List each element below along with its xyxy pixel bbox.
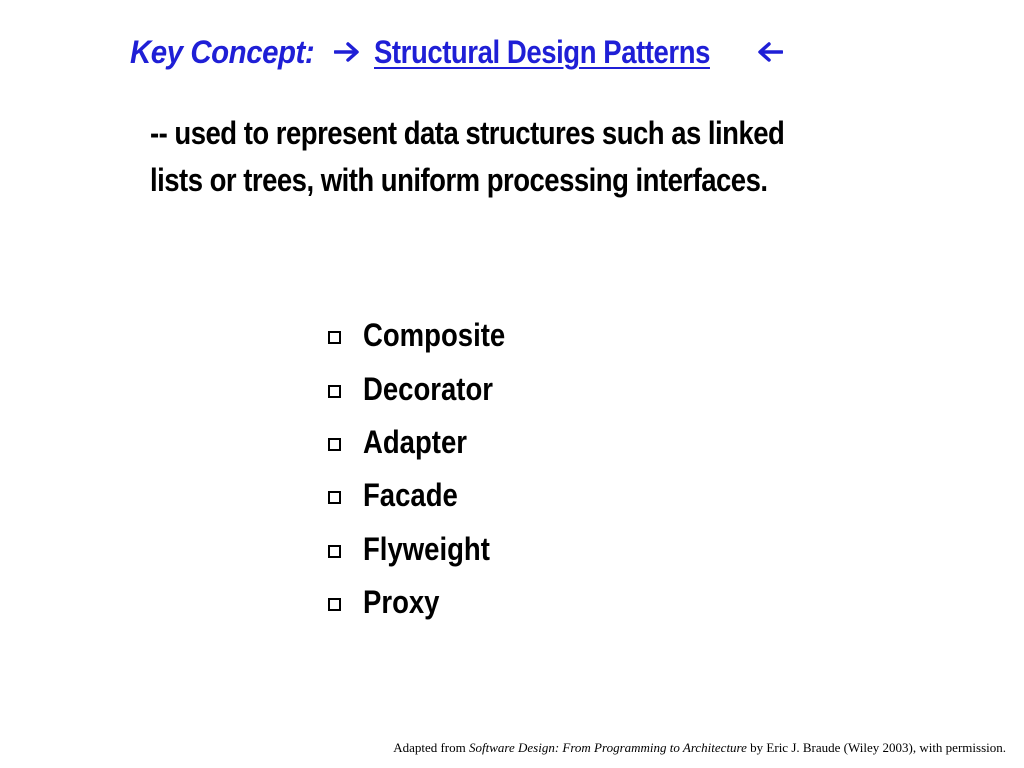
description-text: -- used to represent data structures such as linked lists or trees, with uniform processing interfaces. [150, 115, 785, 198]
list-item [328, 416, 528, 469]
title-main: Structural Design Patterns [374, 33, 711, 70]
pattern-list [328, 309, 528, 629]
pattern-label: Flyweight [363, 530, 490, 567]
footer-suffix: by Eric J. Braude (Wiley 2003), with permission. [746, 740, 1006, 755]
hollow-square-bullet-icon [328, 438, 341, 451]
list-item [328, 576, 528, 629]
list-item [328, 362, 528, 415]
pattern-label: Decorator [363, 370, 493, 407]
hollow-square-bullet-icon [328, 598, 341, 611]
list-item [328, 309, 528, 362]
left-arrow-icon [757, 42, 783, 62]
hollow-square-bullet-icon [328, 331, 341, 344]
hollow-square-bullet-icon [328, 545, 341, 558]
title-prefix: Key Concept: [130, 33, 315, 70]
hollow-square-bullet-icon [328, 385, 341, 398]
list-item [328, 523, 528, 576]
right-arrow-icon [334, 42, 360, 62]
footer-citation [393, 740, 1006, 756]
hollow-square-bullet-icon [328, 491, 341, 504]
pattern-label: Adapter [363, 423, 467, 460]
book-title: Software Design: From Programming to Architecture [469, 740, 747, 755]
footer-prefix: Adapted from [393, 740, 469, 755]
slide-title [130, 28, 783, 76]
pattern-label: Facade [363, 477, 458, 514]
pattern-label: Proxy [363, 584, 440, 621]
list-item [328, 469, 528, 522]
pattern-label: Composite [363, 317, 506, 354]
